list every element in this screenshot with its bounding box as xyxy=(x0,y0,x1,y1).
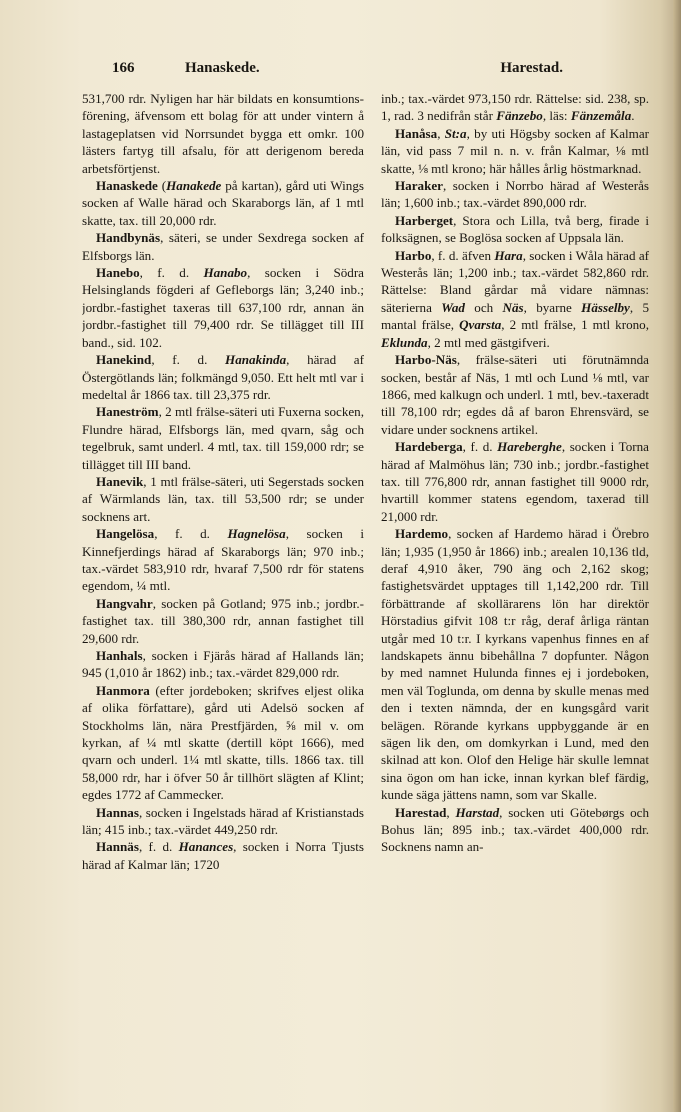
italic-name: Hanakinda xyxy=(225,352,287,368)
entry-text: , 2 mtl frälse, 1 mtl krono, xyxy=(501,317,649,333)
italic-name: Wad xyxy=(441,299,465,315)
dictionary-entry xyxy=(82,264,364,351)
entry-text: , socken i Södra Helsinglands fögderi af Gefleborgs län; 3,240 inb.; jordbr.-fastighet taxeras till 637,100 rdr, annan än jordbr.-fastighet till 79,400 rdr. Se tillägget till III band., sid. 102. xyxy=(82,265,364,350)
italic-name: Hagnelösa xyxy=(227,526,286,542)
continued-paragraph xyxy=(82,90,364,177)
left-text-column xyxy=(82,90,364,1050)
entry-headword: Haneström xyxy=(96,404,159,420)
entry-text: inb.; tax.-värdet 973,150 rdr. Rättelse: sid. 238, sp. 1, rad. 3 nedifrån står xyxy=(381,91,649,124)
entry-headword: Harbo xyxy=(395,247,432,263)
entry-text: , frälse-säteri uti förutnämnda socken, består af Näs, 1 mtl och Lund ⅛ mtl, var 1866, med kalkugn och underl. 1 mtl, bev.-taxeradt till 78,100 rdr; egdes då af baron Ehrensvärd, se vidare under socknens artikel. xyxy=(381,352,649,437)
left-running-head: Hanaskede. xyxy=(185,60,260,76)
entry-headword: Hanmora xyxy=(96,682,150,698)
entry-headword: Hannas xyxy=(96,804,139,820)
entry-text: , 1 mtl frälse-säteri, uti Segerstads socken af Wärmlands län, tax. till 53,500 rdr; se under socknens art. xyxy=(82,473,364,524)
entry-text: , f. d. äfven xyxy=(431,247,495,263)
entry-text: , xyxy=(446,804,456,820)
dictionary-entry xyxy=(381,438,649,525)
entry-headword: Hanekind xyxy=(96,352,152,368)
dictionary-entry xyxy=(381,804,649,856)
entry-text: , socken på Gotland; 975 inb.; jordbr.-fastighet tax. till 380,300 rdr, annan fastighet till 29,600 rdr. xyxy=(82,595,364,646)
entry-text: , socken i Norrbo härad af Westerås län; 1,600 inb.; tax.-värdet 890,000 rdr. xyxy=(381,178,649,211)
entry-text: ( xyxy=(157,178,167,194)
dictionary-entry xyxy=(381,212,649,247)
dictionary-entry xyxy=(381,351,649,438)
entry-text: , socken uti Götebørgs och Bohus län; 895 inb.; tax.-värdet 400,000 rdr. Socknens namn an- xyxy=(381,804,649,855)
italic-name: Eklunda xyxy=(381,334,428,350)
dictionary-entry xyxy=(82,804,364,839)
entry-text: , härad af Östergötlands län; folkmängd 9,050. Ett helt mtl var i medeltal år 1866 tax. till 23,375 rdr. xyxy=(82,352,364,402)
entry-text: , socken i Kinnefjerdings härad af Skaraborgs län; 970 inb.; tax.-värdet 583,910 rdr, hvaraf 7,500 rdr för statens egendom, ¼ mtl. xyxy=(82,526,364,594)
italic-name: Hässelby xyxy=(581,299,630,315)
dictionary-entry xyxy=(82,647,364,682)
entry-headword: Harberget xyxy=(395,212,454,228)
entry-text: och xyxy=(464,299,503,315)
dictionary-entry xyxy=(82,229,364,264)
entry-text: , socken i Ingelstads härad af Kristianstads län; 415 inb.; tax.-värdet 449,250 rdr. xyxy=(82,804,364,838)
entry-text: , socken af Hardemo härad i Örebro län; 1,935 (1,950 år 1866) inb.; arealen 10,136 tld, deraf 4,910 åker, 790 äng och 2,162 skog; fastighetsvärdet upptages till 1,142,200 rdr. Till förbättrande af skollärarens lön har direktör Hörstadius gifvit 108 t:r råg, deraf årliga räntan utgår med 10 t:r. I kyrkans vapenhus finnes en af landskapets ännu bibehållna 7 dopfunter. Någon by med namnet Hulunda finnes ej i jordeboken, men väl Toglunda, om denna by skulle menas med den i texten nämnda, der en kungsgård varit belägen. Rörande kyrkans uppbyggande är en sägen lik den, om domkyrkan i Lund, med den skilnad att kon. Olof den Helige här skulle lemnat sina ögon om han icke, innan kyrkan blef färdig, kunde säga jättens namn, som var Skalle. xyxy=(381,526,649,803)
dictionary-entry xyxy=(82,351,364,403)
entry-text: , socken i Torna härad af Malmöhus län; 730 inb.; jordbr.-fastighet tax. till 776,800 rdr, annan fastighet till 9000 rdr, hvartill kommer statens egendom, taxerad till 21,000 rdr. xyxy=(381,439,649,524)
italic-name: Hanances xyxy=(178,839,234,855)
entry-text: på kartan), gård uti Wings socken af Walle härad och Skaraborgs län, af 1 mtl skatte, tax. till 20,000 rdr. xyxy=(82,178,364,228)
entry-headword: Hanåsa xyxy=(395,125,438,141)
entry-headword: Hanhals xyxy=(96,648,143,663)
dictionary-entry xyxy=(82,177,364,229)
page-number: 166 xyxy=(112,60,135,76)
entry-text: , f. d. xyxy=(138,839,179,855)
entry-headword: Haraker xyxy=(395,178,443,194)
italic-name: Harstad xyxy=(455,804,500,820)
entry-headword: Hanebo xyxy=(96,265,140,281)
entry-headword: Harbo-Näs xyxy=(395,352,457,368)
continued-paragraph xyxy=(381,90,649,125)
entry-headword: Hanaskede xyxy=(96,178,158,194)
entry-text: , säteri, se under Sexdrega socken af Elfsborgs län. xyxy=(82,230,364,263)
italic-name: Hanakede xyxy=(166,178,222,194)
entry-text: , socken i Wåla härad af Westerås län; 1,200 inb.; tax.-värdet 582,860 rdr. Rättelse: Bland gårdar må vidare nämnas: säterierna xyxy=(381,247,649,315)
dictionary-entry xyxy=(82,682,364,804)
dictionary-entry xyxy=(82,838,364,873)
dictionary-entry xyxy=(82,595,364,647)
entry-headword: Handbynäs xyxy=(96,230,161,246)
dictionary-entry xyxy=(82,473,364,525)
entry-text: (efter jordeboken; skrifves eljest olika af olika författare), gård uti Adelsö socken af Stockholms län, nära Prestfjärden, ⅝ mil v. om kyrkan, af ¼ mtl skatte (dertill köpt 1666), med qvarn och underl. 1¼ mtl skatte, tills. 1866 tax. till 58,000 rdr, har i öfver 50 år tillhört slägten af Klint; egdes 1772 af Cammecker. xyxy=(82,682,364,803)
italic-name: Qvarsta xyxy=(459,317,502,333)
entry-text: , socken i Fjärås härad af Hallands län; 945 (1,010 år 1862) inb.; tax.-värdet 829,000 rdr. xyxy=(82,648,364,681)
entry-text: , 2 mtl med gästgifveri. xyxy=(427,334,550,350)
dictionary-entry xyxy=(82,403,364,473)
entry-headword: Hangvahr xyxy=(96,595,153,611)
entry-text: , f. d. xyxy=(151,352,226,368)
entry-text: 531,700 rdr. Nyligen har här bildats en konsumtions-förening, äfvensom ett bolag för att under vintern å lastageplatsen vid Norrsundet bygga ett omkr. 100 lästers fartyg till afsalu, för att derigenom bereda arbetsförtjenst. xyxy=(82,91,364,176)
entry-text: , socken i Norra Tjusts härad af Kalmar län; 1720 xyxy=(82,839,364,872)
dictionary-entry xyxy=(381,177,649,212)
italic-name: Näs xyxy=(502,299,524,315)
entry-headword: Hannäs xyxy=(96,839,139,855)
entry-headword: Hardemo xyxy=(395,526,449,542)
entry-text: . xyxy=(631,108,635,124)
dictionary-entry xyxy=(381,525,649,804)
italic-name: Hanabo xyxy=(203,265,248,281)
entry-text: , 5 mantal frälse, xyxy=(381,299,649,333)
entry-headword: Hangelösa xyxy=(96,526,155,542)
entry-text: , f. d. xyxy=(154,526,228,542)
page-edge xyxy=(673,0,681,1112)
italic-name: Fänzemåla xyxy=(570,108,632,124)
italic-name: Hareberghe xyxy=(497,439,562,455)
entry-headword: Harestad xyxy=(395,804,447,820)
right-running-head: Harestad. xyxy=(500,60,563,76)
entry-text: , by uti Högsby socken af Kalmar län, vid pass 7 mil n. n. v. från Kalmar, ⅛ mtl skatte, ⅛ mtl krono; här hålles årlig höstmarknad. xyxy=(381,125,649,176)
entry-text: , f. d. xyxy=(462,439,498,455)
dictionary-entry xyxy=(82,525,364,595)
dictionary-entry xyxy=(381,247,649,351)
right-text-column xyxy=(381,90,649,1050)
entry-text: , Stora och Lilla, två berg, firade i folksägnen, se Boglösa socken af Uppsala län. xyxy=(381,212,649,246)
italic-name: St:a xyxy=(444,125,467,141)
entry-headword: Hanevik xyxy=(96,473,144,489)
running-header xyxy=(105,60,565,84)
entry-headword: Hardeberga xyxy=(395,439,463,455)
dictionary-entry xyxy=(381,125,649,177)
italic-name: Hara xyxy=(494,247,523,263)
entry-text: , byarne xyxy=(523,299,582,315)
entry-text: , xyxy=(437,125,445,141)
entry-text: , läs: xyxy=(542,108,571,124)
italic-name: Fänzebo xyxy=(496,108,543,124)
entry-text: , 2 mtl frälse-säteri uti Fuxerna socken, Flundre härad, Elfsborgs län, med qvarn, såg och tegelbruk, samt underl. 4 mtl, tax. till 159,000 rdr; se tillägget till III band. xyxy=(82,404,364,472)
entry-text: , f. d. xyxy=(139,265,204,281)
